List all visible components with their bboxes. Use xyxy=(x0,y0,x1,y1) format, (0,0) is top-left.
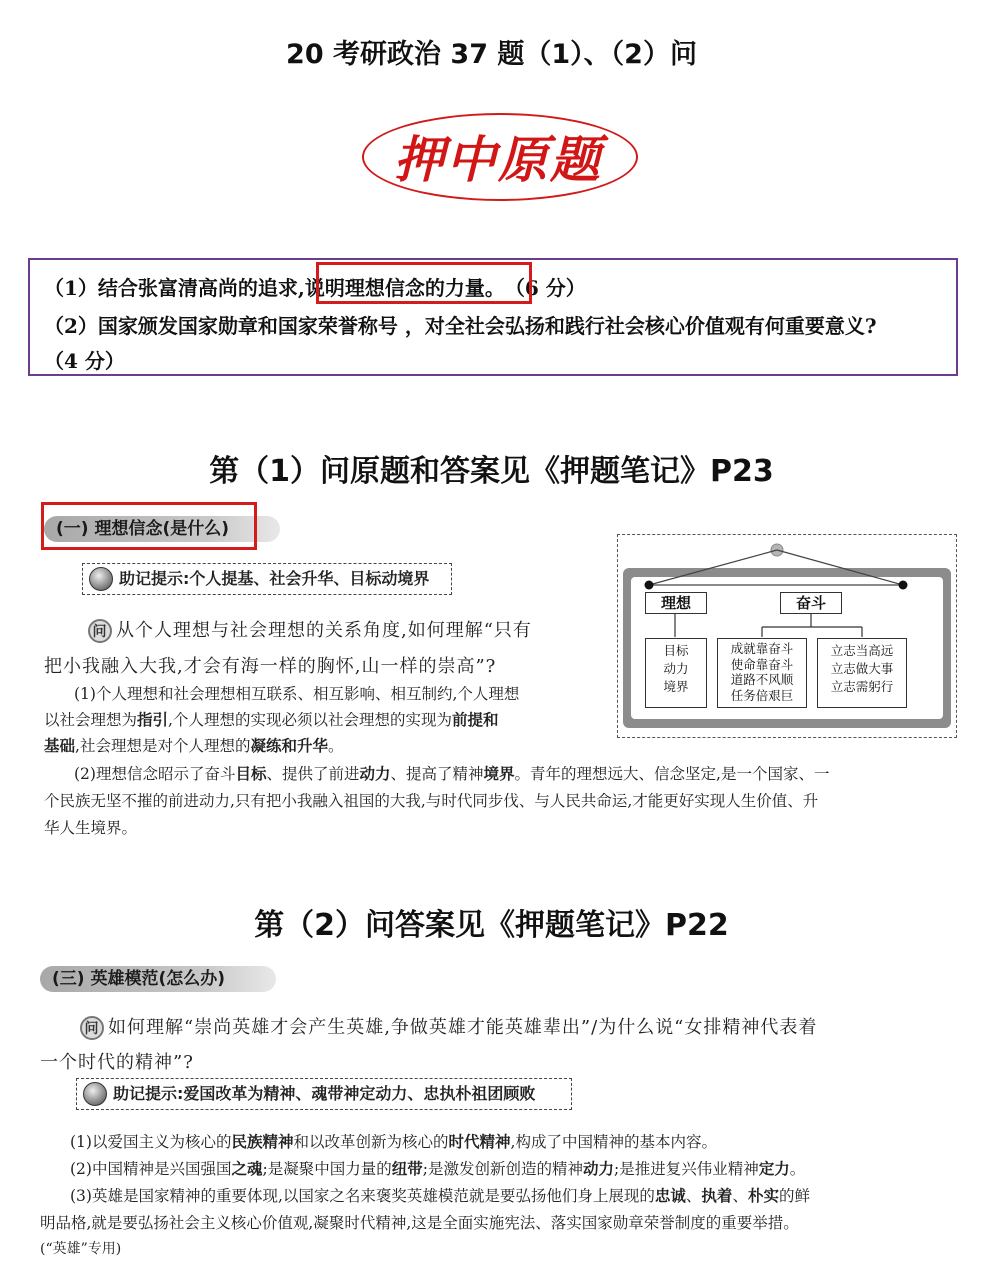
section-1-p2-line-2: 个民族无坚不摧的前进动力,只有把小我融入祖国的大我,与时代同步伐、与人民共命运,才能更好实现人生价值、升 xyxy=(44,792,819,810)
section-1-hint xyxy=(82,563,452,595)
section-2-hint-text: 助记提示:爱国改革为精神、魂带神定动力、忠执朴祖团顾败 xyxy=(113,1084,536,1103)
diagram-left-node xyxy=(645,581,654,590)
section-2-p1: (1)以爱国主义为核心的民族精神和以改革创新为核心的时代精神,构成了中国精神的基本内容。 xyxy=(70,1132,717,1151)
page-title: 20 考研政治 37 题（1）、（2）问 xyxy=(286,39,697,70)
section-2-p3-line-1: (3)英雄是国家精神的重要体现,以国家之名来褒奖英雄模范就是要弘扬他们身上展现的忠诚、执着、朴实的鲜 xyxy=(70,1186,810,1205)
diagram-ideal-label: 理想 xyxy=(645,592,707,614)
section-2-hint xyxy=(76,1078,572,1110)
section-1-question-line-2: 把小我融入大我,才会有海一样的胸怀,山一样的崇高”? xyxy=(44,656,497,677)
lightbulb-icon xyxy=(89,567,113,591)
diagram-struggle-label: 奋斗 xyxy=(780,592,842,614)
section-1-p2-line-3: 华人生境界。 xyxy=(44,819,138,837)
diagram-box-struggle: 成就靠奋斗 使命靠奋斗 道路不风顺 任务倍艰巨 xyxy=(717,638,807,708)
section-2-p2: (2)中国精神是兴国强国之魂;是凝聚中国力量的纽带;是激发创新创造的精神动力;是推进复兴伟业精神定力。 xyxy=(70,1159,806,1178)
stamp-text: 押中原题 xyxy=(394,130,602,189)
section-1-pill: (一) 理想信念(是什么) xyxy=(44,516,280,542)
diagram-box-goals: 目标 动力 境界 xyxy=(645,638,707,708)
question-2: （2）国家颁发国家勋章和国家荣誉称号 ，对全社会弘扬和践行社会核心价值观有何重要意义? xyxy=(44,314,877,338)
diagram-box-aspire: 立志当高远 立志做大事 立志需躬行 xyxy=(817,638,907,708)
section-2-p3-line-2: 明品格,就是要弘扬社会主义核心价值观,凝聚时代精神,这是全面实施宪法、落实国家勋章荣誉制度的重要举措。 xyxy=(40,1214,799,1232)
highlight-box-section-1-pill xyxy=(41,502,257,550)
highlight-box-question-1 xyxy=(316,262,532,304)
section-1-question-line-1 xyxy=(88,616,532,643)
section-1-question-text-1: 从个人理想与社会理想的关系角度,如何理解“只有 xyxy=(116,620,532,641)
section-1-p1-line-3: 基础,社会理想是对个人理想的凝练和升华。 xyxy=(44,736,344,755)
question-2-score: （4 分） xyxy=(44,349,125,373)
lightbulb-icon xyxy=(83,1082,107,1106)
question-mark-icon: 问 xyxy=(88,619,112,643)
section-1-hint-text: 助记提示:个人提基、社会升华、目标动境界 xyxy=(119,569,430,588)
section-1-p1-line-2: 以社会理想为指引,个人理想的实现必须以社会理想的实现为前提和 xyxy=(44,710,499,729)
section-2-footnote: (“英雄”专用) xyxy=(40,1241,122,1257)
diagram-right-node xyxy=(899,581,908,590)
section-2-question-text-1: 如何理解“崇尚英雄才会产生英雄,争做英雄才能英雄辈出”/为什么说“女排精神代表着 xyxy=(108,1017,818,1038)
question-1-prefix: （1）结合张富清高尚的追求, xyxy=(44,276,305,300)
section-2-question-line-1 xyxy=(80,1013,817,1040)
question-1-score: （6 分） xyxy=(514,276,586,300)
section-1-p1-line-1: (1)个人理想和社会理想相互联系、相互影响、相互制约,个人理想 xyxy=(74,685,520,703)
section-1-heading: 第（1）问原题和答案见《押题笔记》P23 xyxy=(209,454,774,489)
question-1-highlight: 说明理想信念的力量。 xyxy=(304,276,505,300)
section-2-pill: (三) 英雄模范(怎么办) xyxy=(40,966,276,992)
section-2-heading: 第（2）问答案见《押题笔记》P22 xyxy=(254,908,729,943)
section-1-p2-line-1: (2)理想信念昭示了奋斗目标、提供了前进动力、提高了精神境界。青年的理想远大、信念坚定,是一个国家、一 xyxy=(74,764,830,783)
question-mark-icon: 问 xyxy=(80,1016,104,1040)
section-2-question-line-2: 一个时代的精神”? xyxy=(40,1052,194,1073)
